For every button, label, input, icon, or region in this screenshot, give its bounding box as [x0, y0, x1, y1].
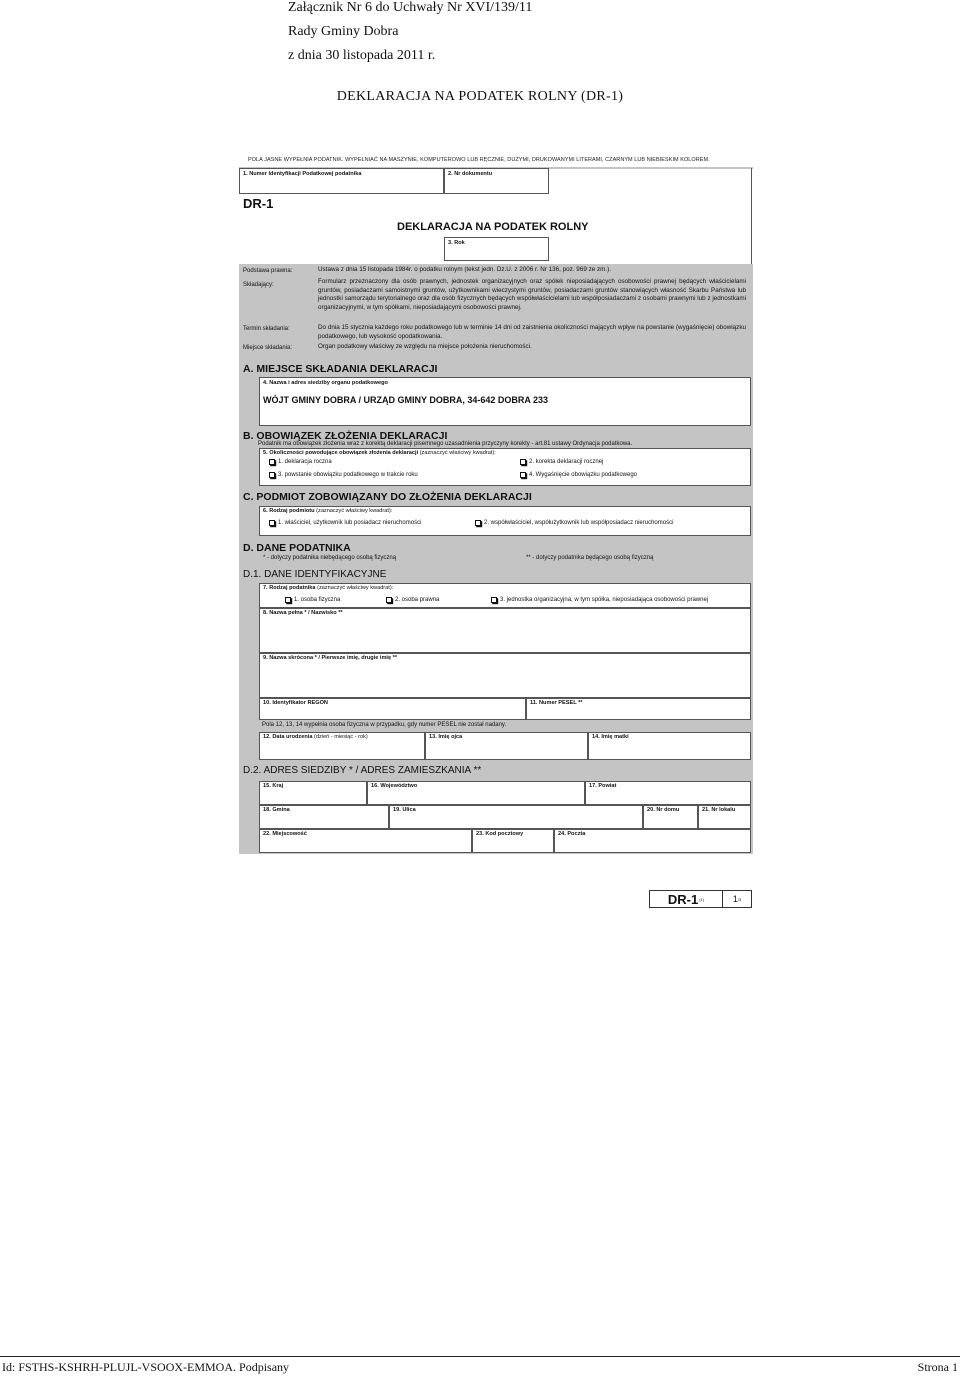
- circumstance-option-label: 4. Wygaśnięcie obowiązku podatkowego: [529, 472, 638, 478]
- place-text: Organ podatkowy właściwy ze względu na miejsce położenia nieruchomości.: [318, 343, 532, 350]
- post-office-field[interactable]: [554, 829, 751, 853]
- section-d-title: D. DANE PODATNIKA: [243, 542, 351, 554]
- date-line: z dnia 30 listopada 2011 r.: [288, 48, 436, 63]
- circumstance-option-label: 1. deklaracja roczna: [278, 459, 332, 465]
- father-name-label: 13. Imię ojca: [429, 734, 463, 740]
- attachment-line: Załącznik Nr 6 do Uchwały Nr XVI/139/11: [288, 0, 533, 15]
- form-title: DEKLARACJA NA PODATEK ROLNY: [397, 221, 589, 233]
- regon-field[interactable]: [259, 698, 526, 720]
- circumstance-option-1[interactable]: [269, 459, 332, 465]
- d1-title: D.1. DANE IDENTYFIKACYJNE: [243, 569, 387, 580]
- entity-type-hint: (zaznaczyć właściwy kwadrat):: [316, 508, 393, 514]
- country-label: 15. Kraj: [263, 783, 284, 789]
- voivodeship-label: 16. Województwo: [371, 783, 418, 789]
- legal-basis-label: Podstawa prawna:: [243, 268, 293, 274]
- checkbox-icon[interactable]: [269, 520, 275, 526]
- document-number-field: [444, 168, 549, 194]
- birth-date-hint: (dzień - miesiąc - rok): [314, 734, 368, 740]
- filer-label: Składający:: [243, 282, 274, 288]
- council-line: Rady Gminy Dobra: [288, 24, 399, 39]
- mother-name-field[interactable]: [588, 732, 751, 760]
- fill-instruction-note: POLA JASNE WYPEŁNIA PODATNIK. WYPEŁNIAĆ NA MASZYNIE, KOMPUTEROWO LUB RĘCZNIE, DUŻYMI, DRUKOWANYMI LITERAMI, CZARNYM LUB NIEBIESKIM KOLOREM.: [248, 157, 710, 163]
- pesel-note: Pola 12, 13, 14 wypełnia osoba fizyczna w przypadku, gdy numer PESEL nie został nadany.: [262, 722, 507, 728]
- tax-office-label: 4. Nazwa i adres siedziby organu podatkowego: [263, 380, 388, 386]
- individual-note: ** - dotyczy podatnika będącego osobą fizyczną: [526, 555, 654, 561]
- full-name-label: 8. Nazwa pełna * / Nazwisko **: [263, 610, 343, 616]
- father-name-field[interactable]: [425, 732, 588, 760]
- place-label: Miejsce składania:: [243, 345, 293, 351]
- postal-code-field[interactable]: [472, 829, 554, 853]
- county-field[interactable]: [585, 781, 751, 805]
- page-mark: [649, 890, 752, 908]
- entity-type-option-1[interactable]: [269, 520, 421, 526]
- footer-rule: [0, 1356, 960, 1357]
- taxpayer-type-option-label: 3. jednostka organizacyjna, w tym spółka, nieposiadająca osobowości prawnej: [500, 597, 709, 603]
- entity-type-option-label: 2. współwłaściciel, współużytkownik lub współposiadacz nieruchomości: [484, 520, 674, 526]
- circumstances-hint: (zaznaczyć właściwy kwadrat):: [419, 450, 496, 456]
- taxpayer-type-option-label: 2. osoba prawna: [395, 597, 440, 603]
- page-mark-version: (1): [699, 896, 705, 902]
- non-individual-note: * - dotyczy podatnika niebędącego osobą fizyczną: [263, 555, 397, 561]
- page-mark-page: 1: [732, 894, 738, 904]
- pesel-label: 11. Numer PESEL **: [530, 700, 583, 706]
- postal-code-label: 23. Kod pocztowy: [476, 831, 524, 837]
- mother-name-label: 14. Imię matki: [592, 734, 629, 740]
- circumstances-field: [259, 448, 751, 486]
- section-a-title: A. MIEJSCE SKŁADANIA DEKLARACJI: [243, 363, 438, 375]
- section-b-subtitle: Podatnik ma obowiązek złożenia wraz z korektą deklaracji pisemnego uzasadnienia przyczyny korekty - art.81 ustawy Ordynacja podatkowa.: [258, 441, 633, 447]
- taxpayer-type-field: [259, 583, 751, 608]
- regon-label: 10. Identyfikator REGON: [263, 700, 328, 706]
- municipality-field[interactable]: [259, 805, 389, 829]
- circumstance-option-label: 3. powstanie obowiązku podatkowego w trakcie roku: [278, 472, 418, 478]
- taxpayer-type-hint: (zaznaczyć właściwy kwadrat):: [317, 585, 394, 591]
- deadline-label: Termin składania:: [243, 326, 290, 332]
- circumstance-option-3[interactable]: [269, 472, 418, 478]
- legal-basis-text: Ustawa z dnia 15 listopada 1984r. o podatku rolnym (tekst jedn. Dz.U. z 2006 r. Nr 136, poz. 969 ze zm.).: [318, 266, 611, 273]
- checkbox-icon[interactable]: [475, 520, 481, 526]
- section-b-title: B. OBOWIĄZEK ZŁOŻENIA DEKLARACJI: [243, 430, 448, 442]
- section-c-title: C. PODMIOT ZOBOWIĄZANY DO ZŁOŻENIA DEKLARACJI: [243, 491, 532, 503]
- circumstances-label: 5. Okoliczności powodujące obowiązek złożenia deklaracji: [263, 450, 419, 456]
- house-number-label: 20. Nr domu: [647, 807, 680, 813]
- deadline-text: Do dnia 15 stycznia każdego roku podatkowego lub w terminie 14 dni od zaistnienia okoliczności mających wpływ na powstanie (wygaśnięcie) obowiązku podatkowego, lub wysokość opodatkowania.: [318, 324, 746, 340]
- page-number: Strona 1: [917, 1360, 958, 1374]
- checkbox-icon[interactable]: [520, 472, 526, 478]
- taxpayer-type-option-label: 1. osoba fizyczna: [294, 597, 341, 603]
- full-name-field[interactable]: [259, 608, 751, 653]
- post-office-label: 24. Poczta: [558, 831, 586, 837]
- taxpayer-type-option-2[interactable]: [386, 597, 439, 603]
- checkbox-icon[interactable]: [491, 597, 497, 603]
- tax-office-field[interactable]: [259, 377, 751, 426]
- checkbox-icon[interactable]: [269, 472, 275, 478]
- page-mark-total: /3: [737, 896, 742, 902]
- document-id: Id: FSTHS-KSHRH-PLUJL-VSOOX-EMMOA. Podpisany: [2, 1360, 290, 1374]
- apartment-number-label: 21. Nr lokalu: [702, 807, 736, 813]
- short-name-field[interactable]: [259, 653, 751, 698]
- county-label: 17. Powiat: [589, 783, 617, 789]
- street-label: 19. Ulica: [393, 807, 416, 813]
- street-field[interactable]: [389, 805, 643, 829]
- pesel-field[interactable]: [526, 698, 751, 720]
- entity-type-label: 6. Rodzaj podmiotu: [263, 508, 315, 514]
- d2-title: D.2. ADRES SIEDZIBY * / ADRES ZAMIESZKANIA **: [243, 765, 482, 776]
- short-name-label: 9. Nazwa skrócona * / Pierwsze imię, drugie imię **: [263, 655, 397, 661]
- checkbox-icon[interactable]: [269, 459, 275, 465]
- year-field[interactable]: [444, 237, 549, 261]
- birth-date-label: 12. Data urodzenia: [263, 734, 313, 740]
- municipality-label: 18. Gmina: [263, 807, 290, 813]
- house-number-field[interactable]: [643, 805, 698, 829]
- country-field[interactable]: [259, 781, 367, 805]
- circumstance-option-2[interactable]: [520, 459, 603, 465]
- checkbox-icon[interactable]: [386, 597, 392, 603]
- declaration-form: [239, 154, 753, 854]
- apartment-number-field[interactable]: [698, 805, 751, 829]
- filer-text: Formularz przeznaczony dla osób prawnych, jednostek organizacyjnych oraz spółek nieposiadających osobowości prawnej będących właścicielami gruntów, posiadaczami samoistnymi gruntów, użytkownikami wieczystymi gruntów, posiadaczami gruntów stanowiących własność Skarbu Państwa lub jednostki samorządu terytorialnego oraz dla osób fizycznych będących współwłaścicielami lub współposiadaczami z osobami prawnymi lub z jednostkami organizacyjnymi, w tym spółkami, nieposiadającymi osobowości prawnej.: [318, 278, 746, 311]
- birth-date-field[interactable]: [259, 732, 425, 760]
- locality-field[interactable]: [259, 829, 472, 853]
- checkbox-icon[interactable]: [520, 459, 526, 465]
- nip-label: 1. Numer Identyfikacji Podatkowej podatnika: [243, 171, 362, 177]
- circumstance-option-label: 2. korekta deklaracji rocznej: [529, 459, 604, 465]
- taxpayer-type-option-3[interactable]: [491, 597, 708, 603]
- document-title: DEKLARACJA NA PODATEK ROLNY (DR-1): [336, 89, 624, 104]
- page-mark-code: DR-1: [667, 891, 699, 907]
- locality-label: 22. Miejscowość: [263, 831, 307, 837]
- tax-office-value: WÓJT GMINY DOBRA / URZĄD GMINY DOBRA, 34-642 DOBRA 233: [263, 395, 549, 405]
- entity-type-option-2[interactable]: [475, 520, 673, 526]
- year-label: 3. Rok: [448, 240, 465, 246]
- document-number-label: 2. Nr dokumentu: [448, 171, 493, 177]
- entity-type-option-label: 1. właściciel, użytkownik lub posiadacz nieruchomości: [278, 520, 422, 526]
- circumstance-option-4[interactable]: [520, 472, 637, 478]
- taxpayer-type-label: 7. Rodzaj podatnika: [263, 585, 316, 591]
- form-code: DR-1: [243, 196, 274, 211]
- nip-field[interactable]: [239, 168, 444, 194]
- voivodeship-field[interactable]: [367, 781, 585, 805]
- taxpayer-type-option-1[interactable]: [285, 597, 340, 603]
- checkbox-icon[interactable]: [285, 597, 291, 603]
